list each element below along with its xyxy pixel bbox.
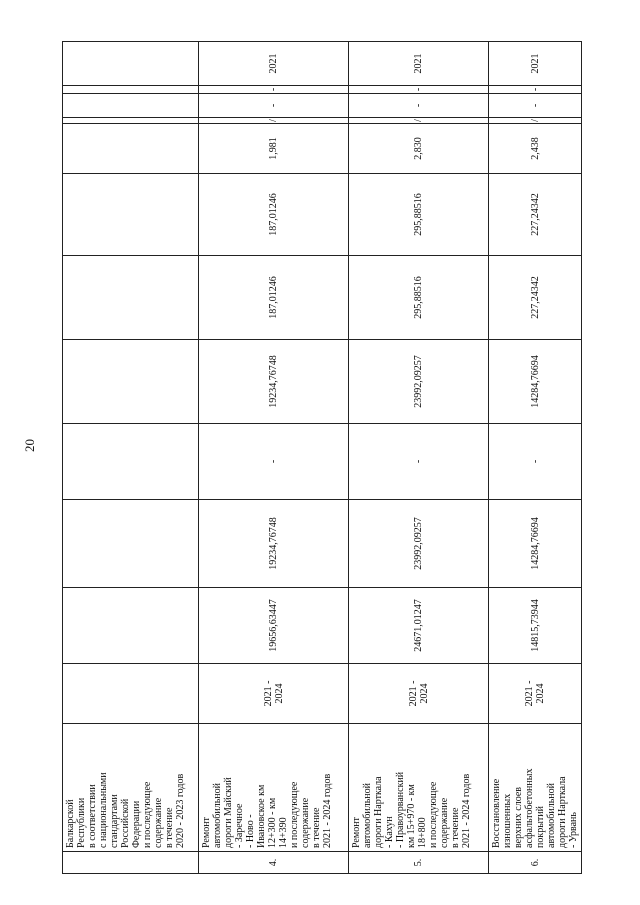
table-row	[489, 42, 582, 874]
cell-value-2: 23992,09257	[349, 500, 489, 588]
cell-value-2	[63, 500, 199, 588]
cell-value-2: 14284,76694	[489, 500, 582, 588]
page-number: 20	[22, 439, 37, 452]
row-period: 2021 - 2024	[199, 664, 349, 724]
cell-value-2: 19234,76748	[199, 500, 349, 588]
cell-value-4: 14284,76694	[489, 340, 582, 424]
cell-value-10: -	[199, 86, 349, 94]
cell-value-4: 19234,76748	[199, 340, 349, 424]
cell-value-5: 227,24342	[489, 256, 582, 340]
cell-year: 2021	[199, 42, 349, 86]
row-number: 4.	[199, 852, 349, 874]
cell-spacer: /	[489, 118, 582, 124]
cell-value-9: -	[349, 94, 489, 118]
cell-value-5	[63, 256, 199, 340]
cell-total: 14815,73944	[489, 588, 582, 664]
row-number: 6.	[489, 852, 582, 874]
cell-length	[63, 124, 199, 174]
cell-value-6: 295,88516	[349, 174, 489, 256]
row-period	[63, 664, 199, 724]
cell-total	[63, 588, 199, 664]
cell-value-6: 187,01246	[199, 174, 349, 256]
table-region	[62, 42, 579, 874]
row-number	[63, 852, 199, 874]
table-row	[63, 42, 199, 874]
cell-value-4: 23992,09257	[349, 340, 489, 424]
table-row	[349, 42, 489, 874]
cell-spacer	[63, 118, 199, 124]
cell-value-5: 295,88516	[349, 256, 489, 340]
row-number: 5.	[349, 852, 489, 874]
row-description: Ремонт автомобильной дороги Нарткала - Кахун - Правоурванский км 15+970 - км 18+800 и последующее содержание в течение 2021 - 2024 годов	[349, 724, 489, 852]
row-period: 2021 - 2024	[489, 664, 582, 724]
cell-value-3: -	[349, 424, 489, 500]
cell-year	[63, 42, 199, 86]
cell-total: 24671,01247	[349, 588, 489, 664]
cell-value-9	[63, 94, 199, 118]
cell-value-4	[63, 340, 199, 424]
rotated-table-container	[62, 42, 579, 874]
cell-value-10: -	[489, 86, 582, 94]
cell-value-3	[63, 424, 199, 500]
cell-spacer: /	[199, 118, 349, 124]
row-period: 2021 - 2024	[349, 664, 489, 724]
cell-year: 2021	[349, 42, 489, 86]
cell-length: 2,830	[349, 124, 489, 174]
cell-total: 19656,63447	[199, 588, 349, 664]
row-description: Восстановление изношенных верхних слоев асфальтобетонных покрытий автомобильной дороги Нарткала - Урвань	[489, 724, 582, 852]
cell-spacer: /	[349, 118, 489, 124]
row-description: Балкарской Республики в соответствии с национальными стандартами Российской Федерации и последующее содержание в течение 2020 - 2023 годов	[63, 724, 199, 852]
cell-value-10	[63, 86, 199, 94]
cell-year: 2021	[489, 42, 582, 86]
cell-value-9: -	[199, 94, 349, 118]
cell-value-6: 227,24342	[489, 174, 582, 256]
cell-value-6	[63, 174, 199, 256]
cell-value-3: -	[199, 424, 349, 500]
cell-value-9: -	[489, 94, 582, 118]
row-description: Ремонт автомобильной дороги Майский - Заречное - Ново - Ивановское км 12+300 - км 14+390 и последующее содержание в течение 2021 - 2024 годов	[199, 724, 349, 852]
cell-value-10: -	[349, 86, 489, 94]
document-table	[62, 41, 582, 874]
cell-length: 2,438	[489, 124, 582, 174]
cell-length: 1,981	[199, 124, 349, 174]
cell-value-3: -	[489, 424, 582, 500]
cell-value-5: 187,01246	[199, 256, 349, 340]
table-row	[199, 42, 349, 874]
